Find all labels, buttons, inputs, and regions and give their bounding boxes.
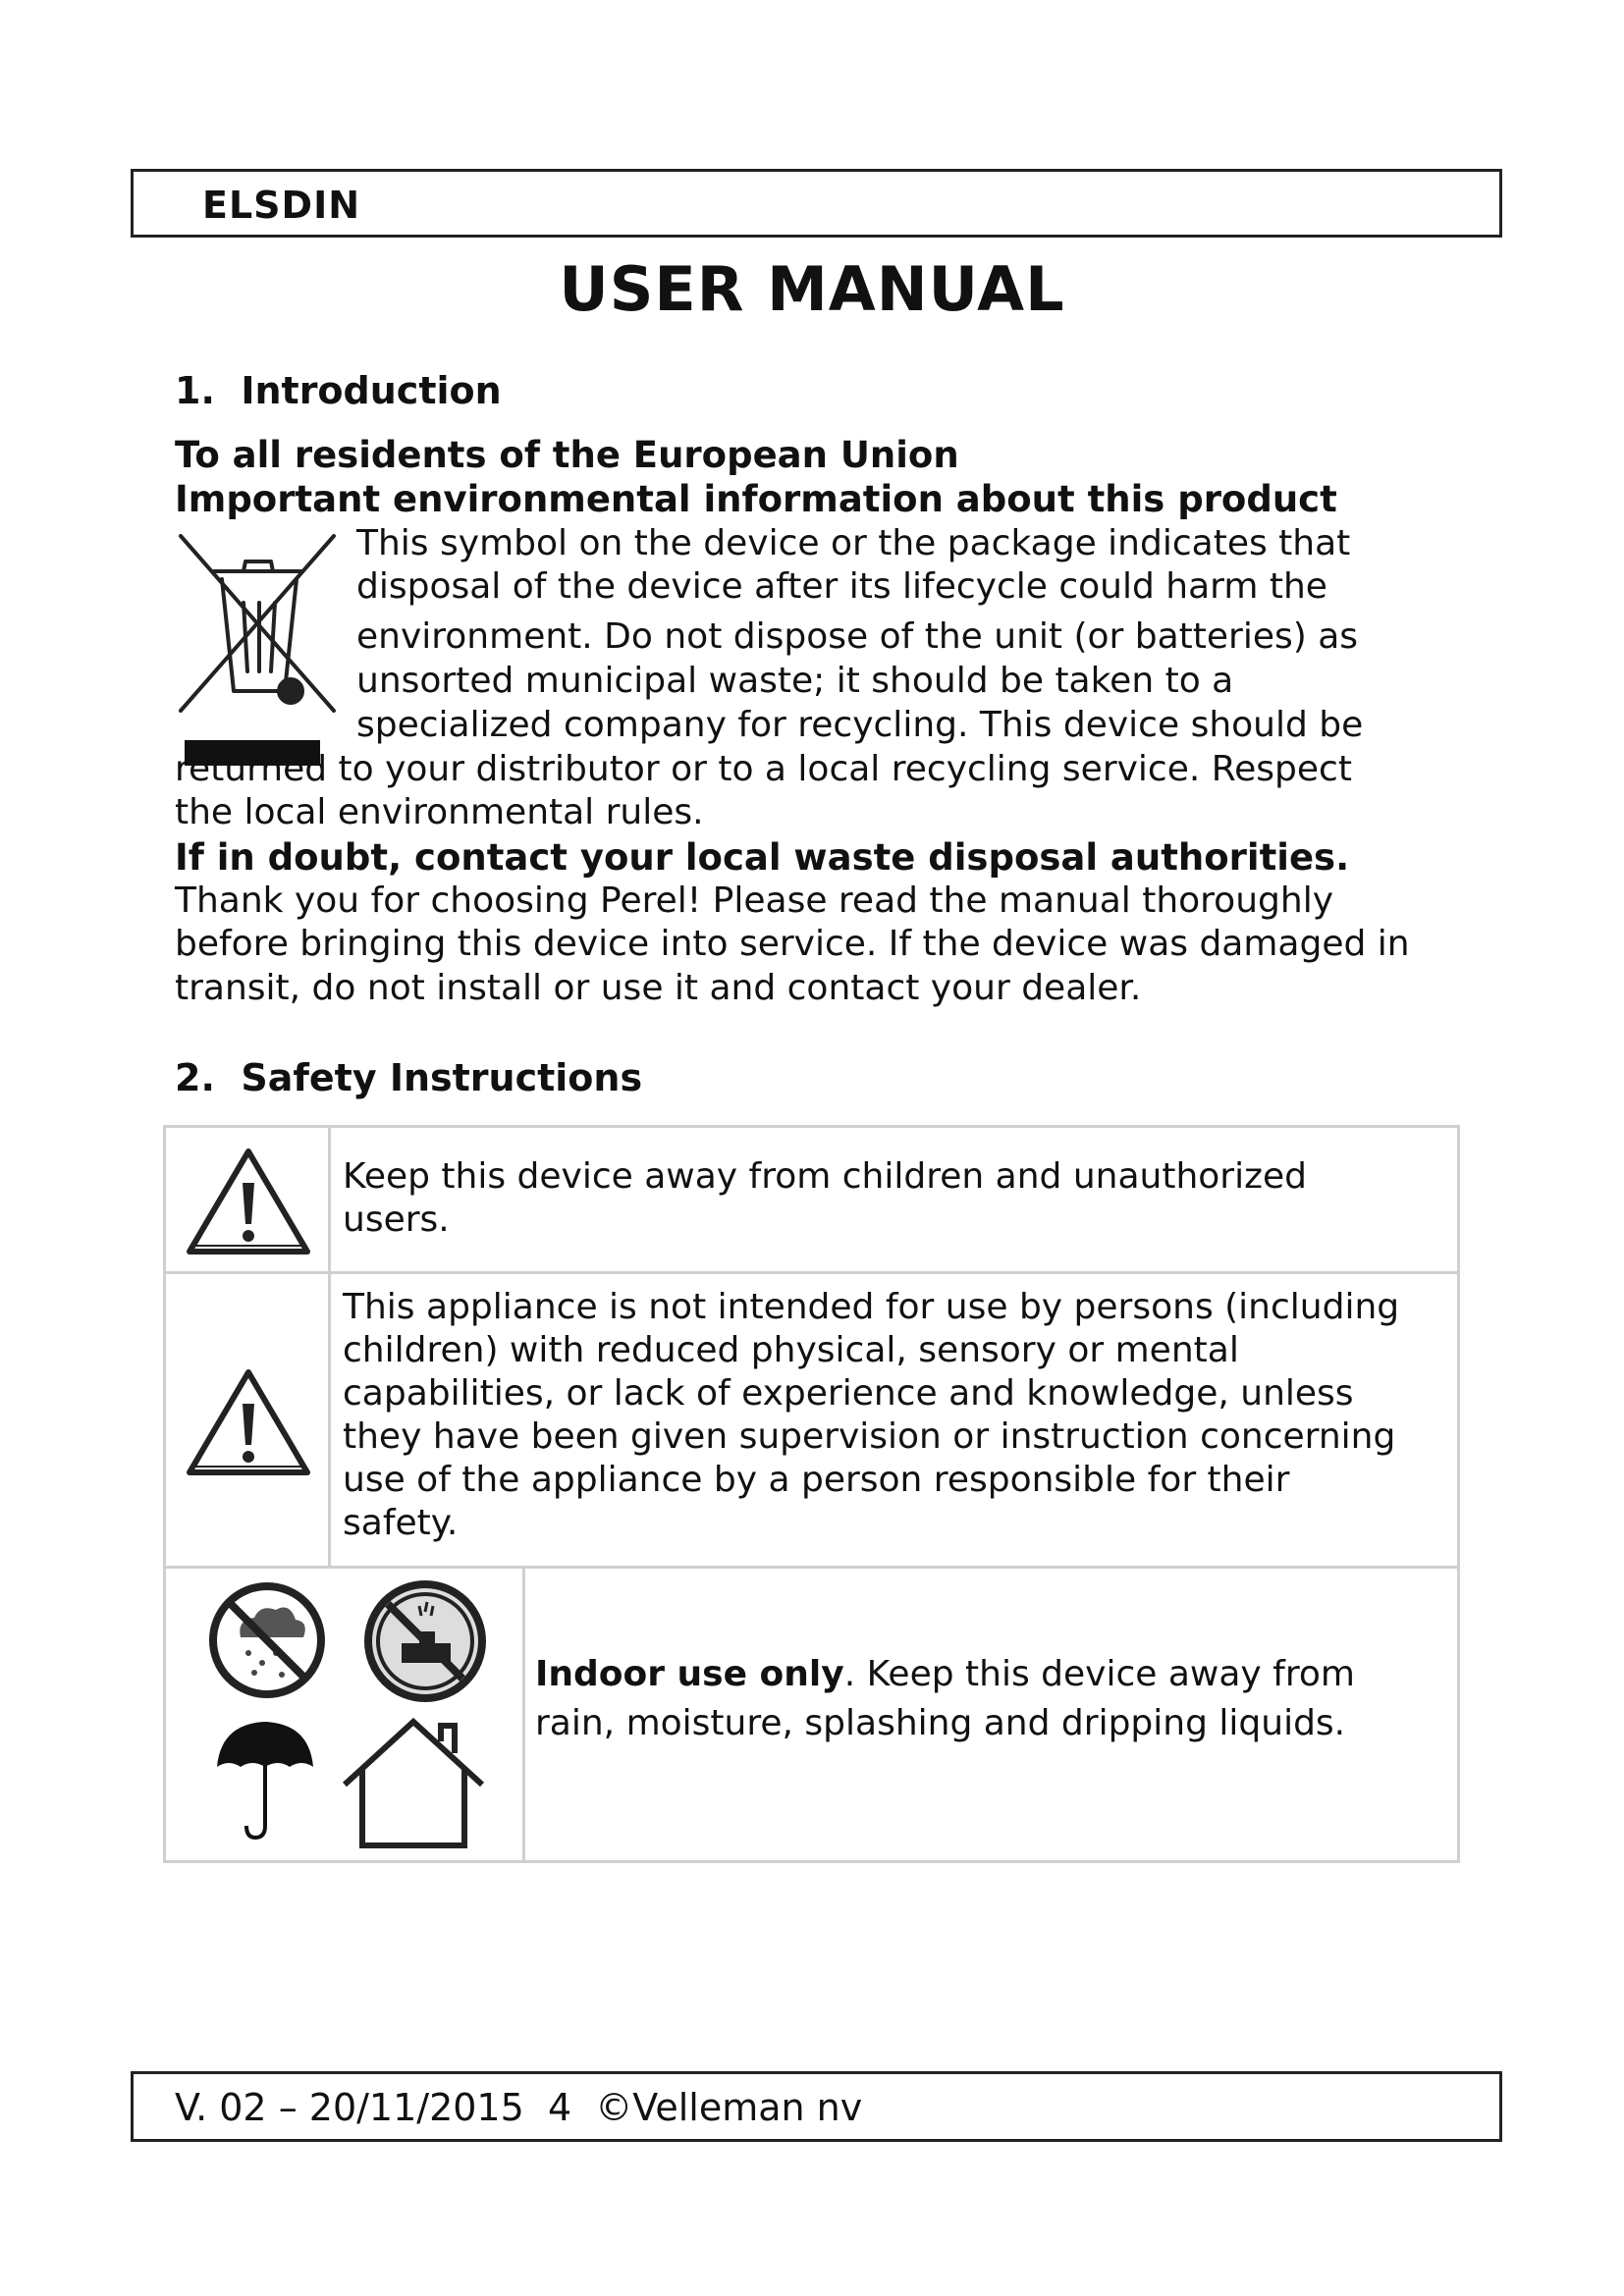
body-text-line-2: the local environmental rules. <box>175 792 704 832</box>
no-liquid-icon <box>362 1578 488 1704</box>
weee-text-line-1: This symbol on the device or the package indicates that <box>356 523 1351 563</box>
safety-icon-cell <box>165 1127 330 1273</box>
safety-row2-line-4: they have been given supervision or instruction concerning <box>343 1416 1396 1457</box>
section-2-heading: 2. Safety Instructions <box>175 1056 643 1099</box>
safety-text-cell <box>330 1127 1459 1273</box>
body-text-line-1: returned to your distributor or to a local recycling service. Respect <box>175 749 1352 789</box>
weee-text-line-2: disposal of the device after its lifecycle could harm the <box>356 566 1327 607</box>
section-1-heading: 1. Introduction <box>175 369 502 412</box>
header-box <box>131 169 1502 238</box>
safety-text-cell <box>524 1568 1459 1862</box>
house-icon <box>339 1716 488 1851</box>
safety-row2-line-2: children) with reduced physical, sensory or mental <box>343 1330 1239 1370</box>
indoor-use-only-label: Indoor use only <box>535 1654 844 1694</box>
safety-icons-cell <box>165 1568 524 1862</box>
safety-row2-line-5: use of the appliance by a person responsible for their <box>343 1460 1290 1500</box>
safety-row-indoor-use <box>165 1568 1459 1862</box>
waste-authorities-notice: If in doubt, contact your local waste disposal authorities. <box>175 836 1350 879</box>
weee-text-line-3: environment. Do not dispose of the unit (or batteries) as <box>356 616 1359 657</box>
safety-icon-cell <box>165 1273 330 1568</box>
eu-heading: To all residents of the European Union <box>175 434 959 476</box>
indoor-use-text: . Keep this device away from <box>843 1654 1355 1694</box>
safety-row-children <box>165 1127 1459 1273</box>
safety-row2-line-1: This appliance is not intended for use by persons (including <box>343 1287 1400 1327</box>
safety-row2-line-6: safety. <box>343 1503 459 1543</box>
product-code: ELSDIN <box>202 184 361 227</box>
umbrella-icon <box>211 1716 319 1843</box>
weee-text-line-5: specialized company for recycling. This device should be <box>356 705 1364 745</box>
safety-row1-line-2: users. <box>343 1200 450 1240</box>
indoor-use-line-2: rain, moisture, splashing and dripping liquids. <box>535 1703 1346 1743</box>
safety-row-reduced-capabilities <box>165 1273 1459 1568</box>
safety-text-cell <box>330 1273 1459 1568</box>
no-rain-icon <box>207 1580 327 1700</box>
env-info-heading: Important environmental information about this product <box>175 478 1337 520</box>
warning-triangle-icon <box>184 1364 313 1478</box>
crossed-out-wheelie-bin-icon <box>175 524 342 770</box>
safety-row1-line-1: Keep this device away from children and unauthorized <box>343 1156 1307 1197</box>
safety-table <box>163 1125 1460 1863</box>
thanks-line-2: before bringing this device into service. If the device was damaged in <box>175 924 1410 964</box>
weee-text-line-4: unsorted municipal waste; it should be taken to a <box>356 661 1234 701</box>
footer-box <box>131 2071 1502 2142</box>
document-title: USER MANUAL <box>559 253 1065 325</box>
thanks-line-1: Thank you for choosing Perel! Please read the manual thoroughly <box>175 881 1334 921</box>
footer-version-text: V. 02 – 20/11/2015 4 ©Velleman nv <box>175 2086 863 2129</box>
safety-row2-line-3: capabilities, or lack of experience and knowledge, unless <box>343 1373 1354 1414</box>
thanks-line-3: transit, do not install or use it and contact your dealer. <box>175 968 1142 1008</box>
warning-triangle-icon <box>184 1144 313 1257</box>
